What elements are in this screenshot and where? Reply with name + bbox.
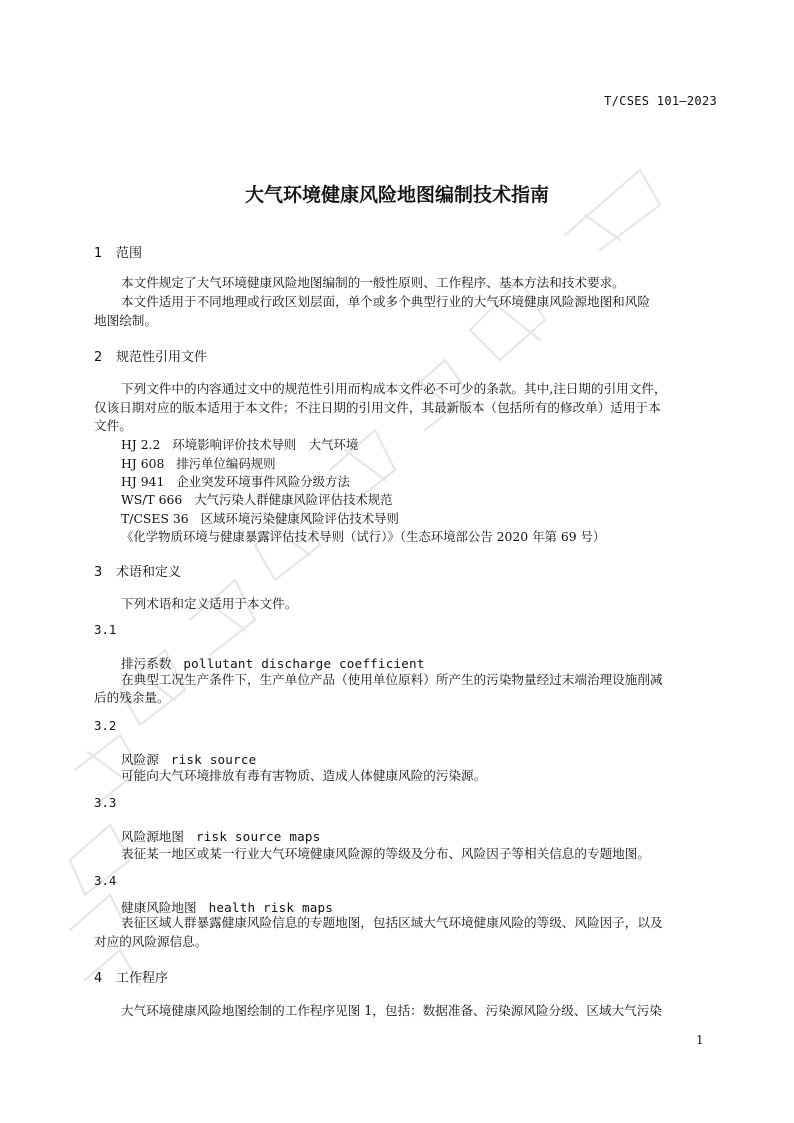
term-chinese: 风险源地图 [121, 829, 184, 844]
term-number: 3.4 [94, 873, 117, 888]
section-3-title: 术语和定义 [116, 565, 182, 580]
term-definition-line-1: 表征某一地区或某一行业大气环境健康风险源的等级及分布、风险因子等相关信息的专题地图。 [121, 846, 650, 861]
section-4-heading [94, 967, 168, 986]
section-2-intro-line-3: 文件。 [94, 418, 132, 433]
reference-item [121, 527, 605, 545]
term-heading [121, 749, 256, 768]
reference-title: 大气污染人群健康风险评估技术规范 [194, 492, 393, 507]
section-2-intro-line-2: 仅该日期对应的版本适用于本文件；不注日期的引用文件，其最新版本（包括所有的修改单）适用于本 [94, 400, 661, 415]
term-chinese: 健康风险地图 [121, 900, 197, 915]
section-3-intro: 下列术语和定义适用于本文件。 [121, 596, 298, 611]
section-3-heading [94, 561, 181, 580]
section-3-number: 3 [94, 565, 103, 580]
section-1-paragraph-2-line-2: 地图绘制。 [94, 313, 157, 328]
reference-title: 环境影响评价技术导则 大气环境 [172, 437, 359, 452]
term-number: 3.2 [94, 718, 117, 733]
section-1-title: 范围 [116, 246, 143, 261]
section-2-heading [94, 346, 207, 365]
term-english: risk source maps [195, 829, 321, 844]
document-title: 大气环境健康风险地图编制技术指南 [244, 184, 549, 206]
term-definition-line-2: 对应的风险源信息。 [94, 934, 208, 949]
term-number: 3.1 [94, 622, 117, 637]
section-4-title: 工作程序 [116, 971, 169, 986]
section-2-title: 规范性引用文件 [116, 350, 208, 365]
section-4-number: 4 [94, 971, 103, 986]
section-1-number: 1 [94, 246, 103, 261]
reference-item [121, 509, 399, 527]
reference-title: 企业突发环境事件风险分级方法 [176, 474, 350, 489]
reference-title: 《化学物质环境与健康暴露评估技术导则（试行）》（生态环境部公告 2020 年第 69 号） [121, 529, 606, 544]
document-id: T/CSES 101—2023 [604, 94, 717, 108]
reference-item [121, 454, 276, 472]
term-english: health risk maps [208, 900, 334, 915]
term-definition-line-1: 表征区域人群暴露健康风险信息的专题地图，包括区域大气环境健康风险的等级、风险因子，以及 [121, 915, 663, 930]
term-english: pollutant discharge coefficient [183, 656, 425, 671]
term-chinese: 风险源 [121, 752, 159, 767]
reference-code: HJ 941 [121, 474, 165, 489]
reference-code: HJ 2.2 [121, 437, 161, 452]
section-1-heading [94, 242, 142, 261]
term-heading [121, 826, 320, 845]
reference-item [121, 435, 358, 453]
term-definition-line-1: 可能向大气环境排放有毒有害物质、造成人体健康风险的污染源。 [121, 768, 487, 783]
section-4-paragraph-1-line-1: 大气环境健康风险地图绘制的工作程序见图 1，包括：数据准备、污染源风险分级、区域大气污染 [121, 1003, 662, 1018]
reference-item [121, 490, 393, 508]
term-english: risk source [170, 752, 257, 767]
section-1-paragraph-2-line-1: 本文件适用于不同地理或行政区划层面，单个或多个典型行业的大气环境健康风险源地图和风险 [121, 294, 650, 309]
reference-code: WS/T 666 [121, 492, 183, 507]
term-heading [121, 653, 425, 672]
reference-code: T/CSES 36 [121, 511, 189, 526]
term-number: 3.3 [94, 795, 117, 810]
term-definition-line-2: 后的残余量。 [94, 690, 170, 705]
reference-item [121, 472, 350, 490]
section-2-intro-line-1: 下列文件中的内容通过文中的规范性引用而构成本文件必不可少的条款。其中,注日期的引用文件， [121, 381, 667, 396]
term-definition-line-1: 在典型工况生产条件下，生产单位产品（使用单位原料）所产生的污染物量经过末端治理设施削减 [121, 672, 663, 687]
reference-title: 排污单位编码规则 [176, 456, 276, 471]
section-2-number: 2 [94, 350, 103, 365]
page-number: 1 [696, 1033, 704, 1047]
reference-title: 区域环境污染健康风险评估技术导则 [200, 511, 399, 526]
term-chinese: 排污系数 [121, 656, 172, 671]
reference-code: HJ 608 [121, 456, 165, 471]
section-1-paragraph-1: 本文件规定了大气环境健康风险地图编制的一般性原则、工作程序、基本方法和技术要求。 [121, 275, 625, 290]
